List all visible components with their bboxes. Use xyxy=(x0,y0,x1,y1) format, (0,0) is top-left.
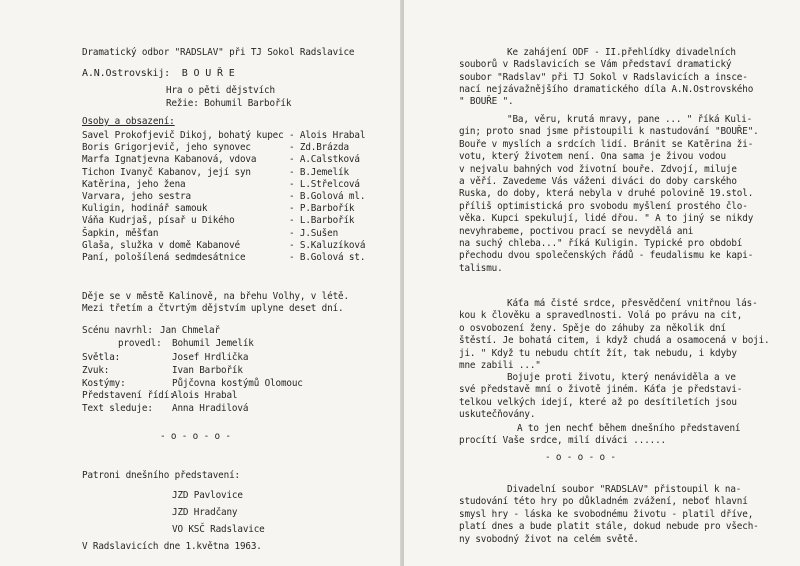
paragraph-line: přechodu dvou společenských řádů - feudalismu ke kapi- xyxy=(459,250,754,262)
paragraph-line: věka. Kupci spekulují, lidé dřou. " A to jiný se nikdy xyxy=(459,213,754,225)
paragraph-line: ny svobodný život na celém světě. xyxy=(459,533,639,545)
cast-actor: - B.Golová ml. xyxy=(289,191,366,202)
crew-label: Zvuk: xyxy=(82,365,110,376)
paragraph-line: Ruska, do doby, která nebyla v druhé polovině 19.stol. xyxy=(459,188,754,200)
cast-role: Kuligin, hodinář samouk xyxy=(82,203,208,215)
crew-value: Josef Hrdlička xyxy=(172,352,249,363)
setting-line-1: Děje se v městě Kalinově, na břehu Volhy, v létě. xyxy=(82,291,349,302)
cast-actor: - Alois Hrabal xyxy=(289,130,366,141)
paragraph-line: Bojuje proti životu, který nenáviděla a ve xyxy=(507,372,736,383)
cast-role: Marfa Ignatjevna Kabanová, vdova xyxy=(82,154,257,166)
paragraph-line: smysl hry - láska ke svobodnému životu - platil dříve, xyxy=(459,508,754,520)
crew-value: Bohumil Jemelík xyxy=(172,338,254,349)
paragraph-line: kou k člověku a spravedlnosti. Volá po právu na cit, xyxy=(459,310,743,322)
cast-role: Váňa Kudrjaš, písař u Dikého xyxy=(82,215,235,227)
right-divider: - o - o - o - xyxy=(545,452,616,463)
paragraph-line: v nejvalu bahných vod životní bouře. Zdvojí, miluje xyxy=(459,163,737,175)
program-header: Dramatický odbor "RADSLAV" při TJ Sokol Radslavice xyxy=(82,47,355,58)
paragraph-line: své představě mní o životě jiném. Káťa je představi- xyxy=(459,384,743,396)
crew-label: Představení řídí: xyxy=(82,390,175,401)
paragraph-line: platí dnes a bude platit stále, dokud nebude pro všech- xyxy=(459,521,759,533)
cast-role: Glaša, služka v domě Kabanové xyxy=(82,239,240,251)
cast-actor: - B.Golová st. xyxy=(289,252,366,263)
cast-role: Šapkin, měšťan xyxy=(82,227,159,239)
cast-actor: - B.Jemelík xyxy=(289,166,349,178)
cast-actor: - Zd.Brázda xyxy=(289,142,349,154)
paragraph-line: votu, který životem není. Ona sama je živou vodou xyxy=(459,151,726,163)
crew-label: provedl: xyxy=(118,338,162,349)
date-line: V Radslavicích dne 1.května 1963. xyxy=(82,541,262,552)
play-subtitle: Hra o pěti dějstvích xyxy=(166,85,275,96)
paragraph-line: mne zabili ..." xyxy=(459,360,541,371)
cast-actor: - S.Kaluzíková xyxy=(289,239,366,251)
cast-actor: - P.Barbořík xyxy=(289,203,355,215)
crew-value: Ivan Barbořík xyxy=(172,365,243,376)
paragraph-line: "Ba, věru, krutá mravy, pane ... " říká Kuli- xyxy=(507,114,753,125)
paragraph-line: telkou velkých idejí, které až po desítiletích jsou xyxy=(459,396,737,408)
crew-value: Jan Chmelař xyxy=(160,325,220,336)
intro-line: Ke zahájení ODF - II.přehlídky divadelních xyxy=(507,47,736,58)
crew-label: Světla: xyxy=(82,352,121,363)
intro-line: souborů v Radslavicích se Vám představí dramatický xyxy=(459,59,732,71)
paragraph-line: Káťa má čisté srdce, přesvědčení vnitřnou lás- xyxy=(507,298,758,309)
cast-role: Katěrina, jeho žena xyxy=(82,178,186,190)
crew-label: Text sleduje: xyxy=(82,403,153,414)
left-divider: - o - o - o - xyxy=(160,431,231,442)
paragraph-line: o osvobození ženy. Spěje do záhuby za několik dní xyxy=(459,322,726,334)
intro-line: nací nejzávažnějšího dramatického díla A.N.Ostrovského xyxy=(459,83,754,95)
paragraph-line: A to jen nechť během dnešního představení xyxy=(517,423,741,434)
cast-actor: - L.Střelcová xyxy=(289,178,360,190)
author-title: A.N.Ostrovskij: B O U Ř E xyxy=(82,68,235,79)
cast-role: Boris Grigorjevič, jeho synovec xyxy=(82,142,251,154)
paragraph-line: talismu. xyxy=(459,262,503,274)
cast-actor: - L.Barbořík xyxy=(289,215,355,227)
patron-item: JZD Pavlovice xyxy=(172,490,243,501)
paragraph-line: příliš optimistická pro svobodu myšlení prostého člo- xyxy=(459,200,748,212)
paragraph-line: štěstí. Je bohatá citem, i když chudá a osamocená v boji. xyxy=(459,335,770,347)
paragraph-line: a věří. Zavedeme Vás váženi diváci do doby carského xyxy=(459,176,737,187)
cast-role: Varvara, jeho sestra xyxy=(82,191,191,202)
paragraph-line: gin; proto snad jsme přistoupili k nastudování "BOUŘE". xyxy=(459,126,759,138)
paragraph-line: na suchý chleba..." říká Kuligin. Typické pro období xyxy=(459,238,743,249)
paragraph-line: Divadelní soubor "RADSLAV" přistoupil k na- xyxy=(507,484,742,495)
patron-item: VO KSČ Radslavice xyxy=(172,524,265,535)
cast-heading: Osoby a obsazení: xyxy=(82,116,175,127)
intro-line: " BOUŘE ". xyxy=(459,96,514,108)
intro-line: soubor "Radslav" při TJ Sokol v Radslavicích a insce- xyxy=(459,71,748,83)
cast-actor: - A.Calstková xyxy=(289,154,360,166)
paragraph-line: Bouře v myslích a srdcích lidí. Bránit se Katěrina ži- xyxy=(459,138,754,150)
cast-role: Tichon Ivanyč Kabanov, její syn xyxy=(82,166,251,178)
paragraph-line: uskutečňovány. xyxy=(459,409,536,421)
paragraph-line: studování této hry po důkladném zvážení, neboť hlavní xyxy=(459,496,748,508)
crew-value: Alois Hrabal xyxy=(172,390,238,401)
crew-value: Půjčovna kostýmů Olomouc xyxy=(172,378,303,389)
cast-role: Savel Prokofjevič Dikoj, bohatý kupec xyxy=(82,130,284,141)
paragraph-line: procítí Vaše srdce, milí diváci ...... xyxy=(459,435,666,447)
cast-actor: - J.Sušen xyxy=(289,227,339,239)
director: Režie: Bohumil Barbořík xyxy=(166,98,292,109)
patron-item: JZD Hradčany xyxy=(172,507,238,518)
cast-role: Paní, pološílená sedmdesátnice xyxy=(82,252,246,263)
crew-value: Anna Hradilová xyxy=(172,403,249,414)
paragraph-line: ji. " Když tu nebudu chtít žít, tak nebudu, i kdyby xyxy=(459,347,737,359)
paragraph-line: nevyhrabeme, poctivou prací se nevydělá ani xyxy=(459,225,694,237)
crew-label: Scénu navrhl: xyxy=(82,325,153,336)
patrons-heading: Patroni dnešního představení: xyxy=(82,470,240,481)
crew-label: Kostýmy: xyxy=(82,378,126,389)
setting-line-2: Mezi třetím a čtvrtým dějstvím uplyne deset dní. xyxy=(82,303,344,314)
